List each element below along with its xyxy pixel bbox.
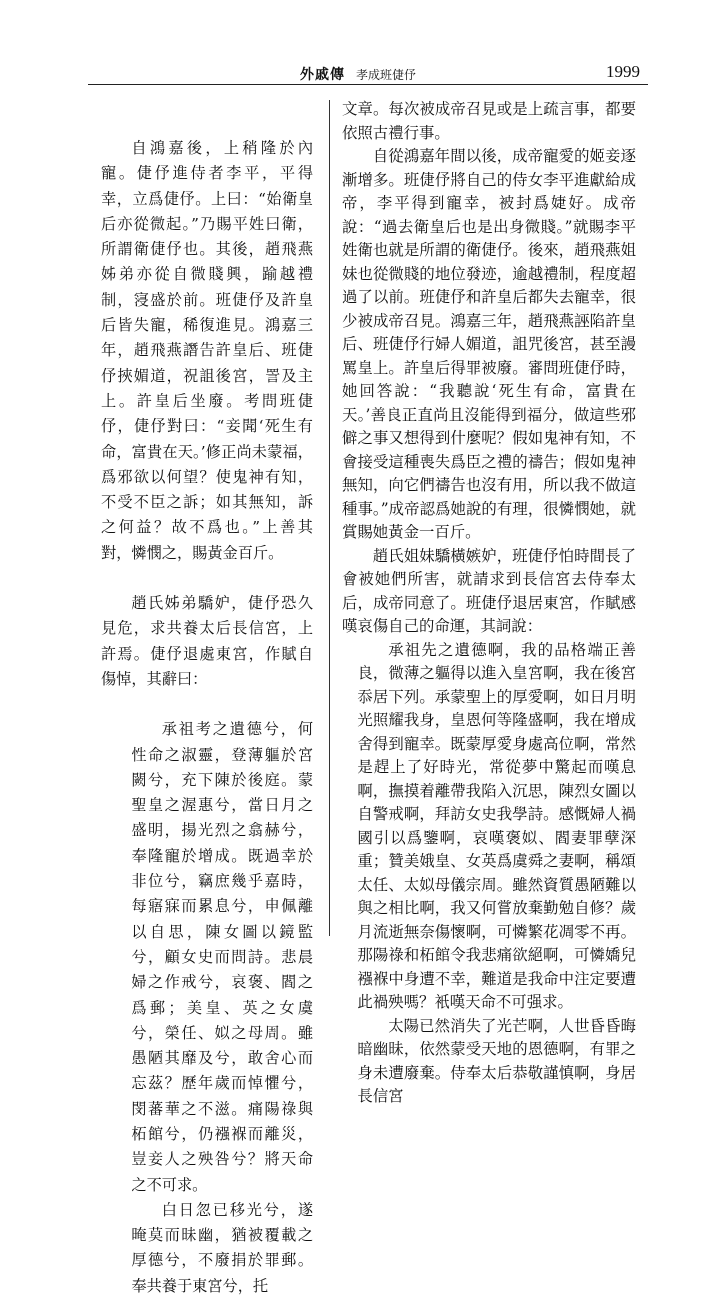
translation-paragraph-1: 文章。每次被成帝召見或是上疏言事，都要依照古禮行事。	[342, 100, 636, 142]
running-chapter-title: 外戚傳	[300, 67, 345, 83]
classical-fu-paragraph-2: 白日忽已移光兮，遂晻莫而昧幽，猶被覆載之厚德兮，不廢捐於罪郵。奉共養于東宮兮，托	[131, 1200, 313, 1295]
translation-fu-paragraph-2: 太陽已然消失了光芒啊，人世昏昏晦暗幽昧，依然蒙受天地的恩德啊，有罪之身未遭廢棄。侍奉太后恭敬謹慎啊，身居長信宮	[357, 1016, 636, 1105]
classical-text-column	[101, 136, 313, 1299]
running-section-title: 孝成班倢伃	[356, 68, 417, 82]
page-number: 1999	[606, 62, 640, 81]
translation-column	[342, 98, 636, 1109]
classical-paragraph-2: 趙氏姊弟驕妒，倢伃恐久見危，求共養太后長信宮，上許焉。倢伃退處東宮，作賦自傷悼，其辭曰：	[101, 594, 313, 688]
translation-paragraph-3: 趙氏姐妹驕橫嫉妒，班倢伃怕時間長了會被她們所害，就請求到長信宮去侍奉太后，成帝同意了。班倢伃退居東宮，作賦感嘆哀傷自己的命運，其詞說：	[342, 546, 636, 635]
header-rule	[88, 84, 648, 85]
page-header	[0, 0, 716, 90]
classical-fu-paragraph-1: 承祖考之遺德兮，何性命之淑靈，登薄軀於宮闕兮，充下陳於後庭。蒙聖皇之渥惠兮，當日月之盛明，揚光烈之翕赫兮，奉隆寵於增成。既過幸於非位兮，竊庶幾乎嘉時，每寤寐而累息兮，申佩離以自思，陳女圖以鏡監兮，顧女史而問詩。悲晨婦之作戒兮，哀褒、閻之爲郵；美皇、英之女虞兮，榮任、姒之母周。雖愚陋其靡及兮，敢舍心而忘茲？歷年歲而悼懼兮，閔蕃華之不滋。痛陽祿與柘館兮，仍襁褓而離災，豈妾人之殃咎兮？將天命之不可求。	[131, 720, 313, 1194]
translation-paragraph-2: 自從鴻嘉年間以後，成帝寵愛的姬妾逐漸增多。班倢伃將自己的侍女李平進獻給成帝，李平得到寵幸，被封爲婕好。成帝說：“過去衛皇后也是出身微賤。”就賜李平姓衛也就是所謂的衛倢伃。後來，趙飛燕姐妹也從微賤的地位發迹，逾越禮制，程度超過了以前。班倢伃和許皇后都失去寵幸，很少被成帝召見。鴻嘉三年，趙飛燕誣陷許皇后、班倢伃行婦人媚道，詛咒後宮，甚至謾罵皇上。許皇后得罪被廢。審問班倢伃時，她回答說：“我聽說‘死生有命，富貴在天。’善良正直尚且沒能得到福分，做這些邪僻之事又想得到什麼呢？假如鬼神有知，不會接受這種喪失爲臣之禮的禱告；假如鬼神無知，向它們禱告也沒有用，所以我不做這種事。”成帝認爲她說的有理，很憐憫她，就賞賜她黃金一百斤。	[342, 147, 636, 541]
column-divider	[329, 100, 330, 936]
translation-fu-paragraph-1: 承祖先之遺德啊，我的品格端正善良，微薄之軀得以進入皇宮啊，我在後宮忝居下列。承蒙聖上的厚愛啊，如日月明光照耀我身，皇恩何等隆盛啊，我在增成舍得到寵幸。既蒙厚愛身處高位啊，常然是趕上了好時光，常從夢中驚起而嘆息啊，撫摸着離帶我陷入沉思，陳烈女圖以自警戒啊，拜訪女史我學詩。感慨婦人禍國引以爲鑒啊，哀嘆褒姒、閻妻罪孽深重；贊美娥皇、女英爲虞舜之妻啊，稱頌太任、太姒母儀宗周。雖然資質愚陋難以與之相比啊，我又何嘗放棄勤勉自修？歲月流逝無奈傷懷啊，可憐繁花凋零不再。那陽祿和柘館令我悲痛欲絕啊，可憐嬌兒襁褓中身遭不幸，難道是我命中注定要遭此禍殃嗎？衹嘆天命不可强求。	[357, 640, 636, 1011]
classical-paragraph-1: 自鴻嘉後，上稍隆於內寵。倢伃進侍者李平，平得幸，立爲倢伃。上曰：“始衛皇后亦從微起。”乃賜平姓曰衛，所謂衛倢伃也。其後，趙飛燕姊弟亦從自微賤興，踰越禮制，寖盛於前。班倢伃及許皇后皆失寵，稀復進見。鴻嘉三年，趙飛燕譖告許皇后、班倢伃挾媚道，祝詛後宮，詈及主上。許皇后坐廢。考問班倢伃，倢伃對曰：“妾聞‘死生有命，富貴在天。’修正尚未蒙福，爲邪欲以何望？使鬼神有知，不受不臣之訴；如其無知，訴之何益？故不爲也。”上善其對，憐憫之，賜黃金百斤。	[101, 139, 313, 562]
